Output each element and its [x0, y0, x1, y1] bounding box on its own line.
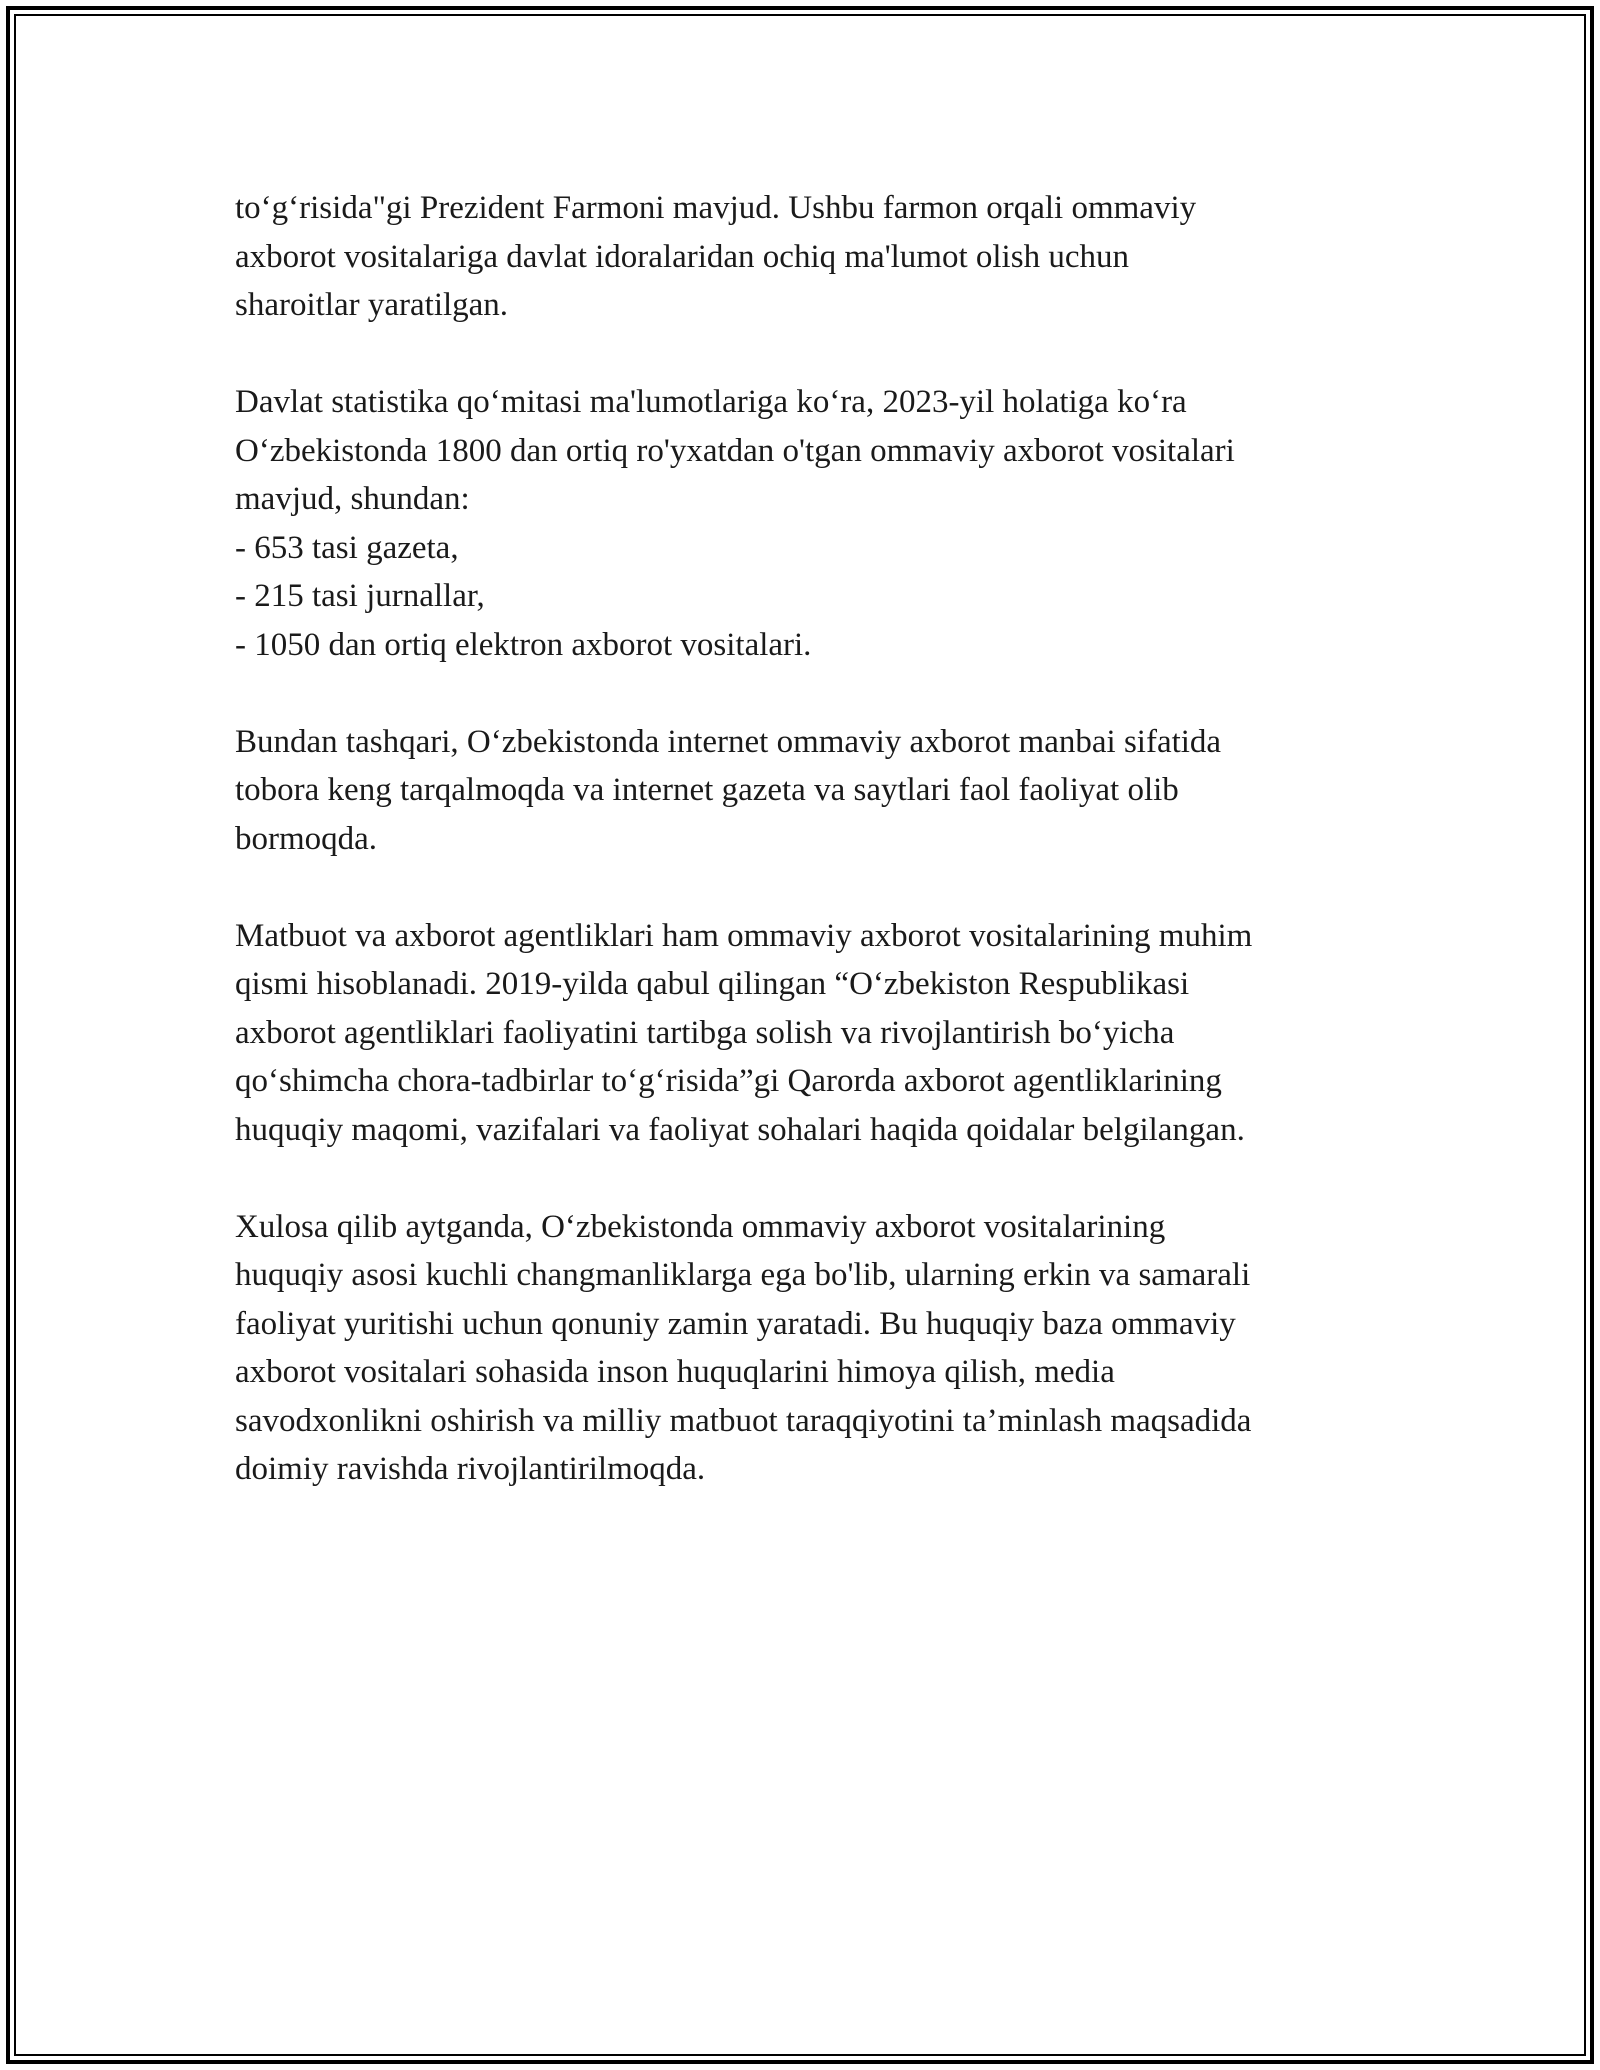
text-line: faoliyat yuritishi uchun qonuniy zamin yaratadi. Bu huquqiy baza ommaviy [235, 1305, 1236, 1342]
text-line: axborot vositalariga davlat idoralaridan ochiq ma'lumot olish uchun [235, 238, 1129, 275]
text-line: savodxonlikni oshirish va milliy matbuot taraqqiyotini ta’minlash maqsadida [235, 1402, 1252, 1439]
paragraph-internet [235, 718, 1385, 864]
list-item-elektron: - 1050 dan ortiq elektron axborot vositalari. [235, 626, 812, 663]
text-line: qo‘shimcha chora-tadbirlar to‘g‘risida”gi Qarorda axborot agentliklarining [235, 1063, 1222, 1099]
document-body [235, 184, 1385, 1542]
paragraph-agentliklar [235, 912, 1385, 1155]
text-line: Bundan tashqari, O‘zbekistonda internet ommaviy axborot manbai sifatida [235, 723, 1222, 760]
text-line: axborot agentliklari faoliyatini tartibga solish va rivojlantirish bo‘yicha [235, 1014, 1175, 1051]
paragraph-xulosa [235, 1203, 1385, 1494]
text-line: bormoqda. [235, 820, 378, 857]
text-line: mavjud, shundan: [235, 481, 470, 517]
text-line: O‘zbekistonda 1800 dan ortiq ro'yxatdan o'tgan ommaviy axborot vositalari [235, 432, 1235, 469]
list-item-jurnallar: - 215 tasi jurnallar, [235, 578, 485, 614]
text-line: Xulosa qilib aytganda, O‘zbekistonda ommaviy axborot vositalarining [235, 1208, 1166, 1245]
text-line: doimiy ravishda rivojlantirilmoqda. [235, 1451, 706, 1487]
text-line: qismi hisoblanadi. 2019-yilda qabul qilingan “O‘zbekiston Respublikasi [235, 966, 1190, 1002]
text-line: Matbuot va axborot agentliklari ham ommaviy axborot vositalarining muhim [235, 917, 1253, 954]
list-item-gazeta: - 653 tasi gazeta, [235, 529, 459, 566]
text-line: axborot vositalari sohasida inson huquqlarini himoya qilish, media [235, 1354, 1115, 1390]
text-line: huquqiy asosi kuchli changmanliklarga ega bo'lib, ularning erkin va samarali [235, 1257, 1251, 1293]
text-line: sharoitlar yaratilgan. [235, 287, 509, 323]
text-line: Davlat statistika qo‘mitasi ma'lumotlariga ko‘ra, 2023-yil holatiga ko‘ra [235, 384, 1187, 420]
paragraph-statistics [235, 378, 1385, 669]
paragraph-farmon [235, 184, 1385, 330]
text-line: to‘g‘risida"gi Prezident Farmoni mavjud. Ushbu farmon orqali ommaviy [235, 190, 1197, 226]
text-line: tobora keng tarqalmoqda va internet gazeta va saytlari faol faoliyat olib [235, 772, 1179, 808]
text-line: huquqiy maqomi, vazifalari va faoliyat sohalari haqida qoidalar belgilangan. [235, 1111, 1245, 1148]
